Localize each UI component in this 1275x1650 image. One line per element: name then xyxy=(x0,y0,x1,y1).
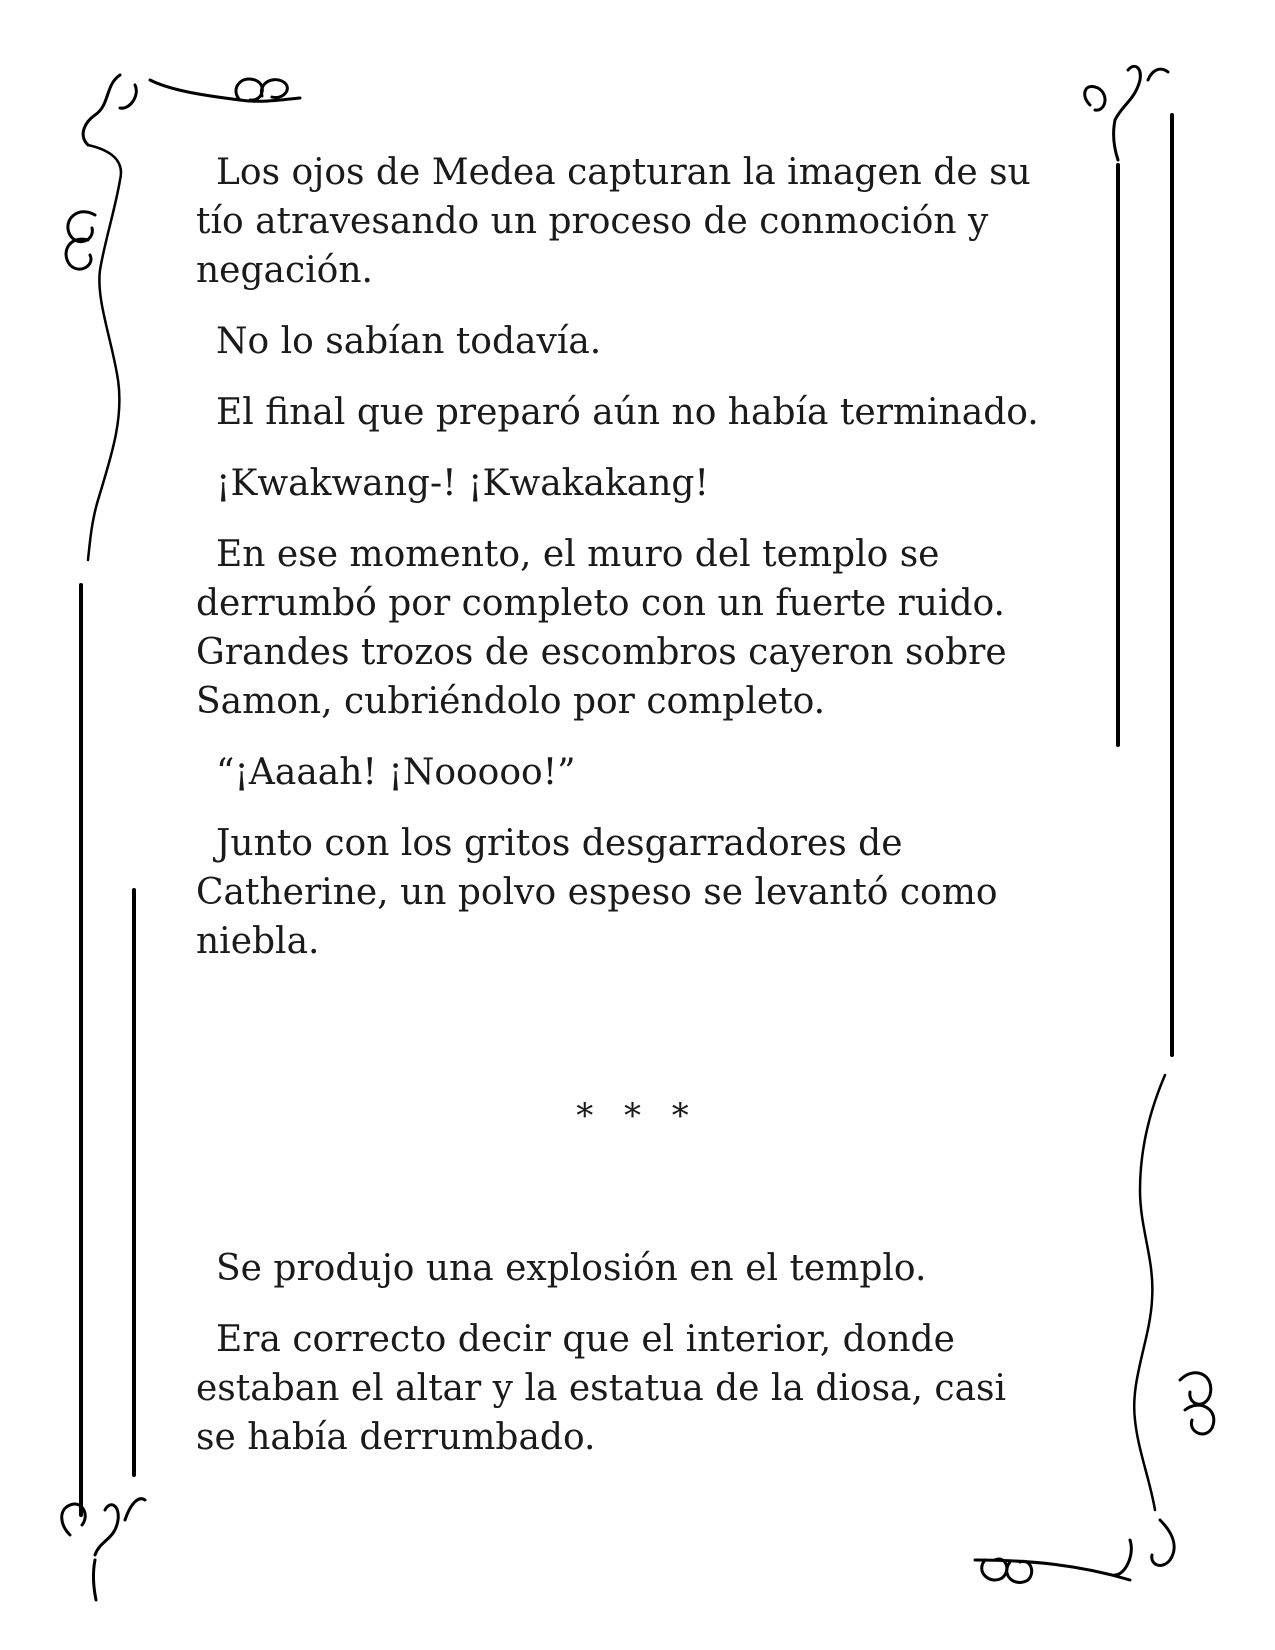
text-line: Junto con los gritos desgarradores de xyxy=(216,823,903,864)
text-line: No lo sabían todavía. xyxy=(216,321,602,362)
text-line: Grandes trozos de escombros cayeron sobre xyxy=(196,632,1007,673)
bottom-left-flourish-icon xyxy=(62,1499,145,1600)
text-line: Los ojos de Medea capturan la imagen de su xyxy=(216,152,1031,193)
text-line: derrumbó por completo con un fuerte ruido. xyxy=(196,583,1005,624)
main-text-section-2 xyxy=(176,1244,1076,1484)
text-line: ¡Kwakwang-! ¡Kwakakang! xyxy=(216,463,709,504)
paragraph xyxy=(176,748,1076,797)
paragraph xyxy=(176,459,1076,508)
text-line: Se produjo una explosión en el templo. xyxy=(216,1248,927,1289)
text-line: estaban el altar y la estatua de la diosa, casi xyxy=(196,1368,1007,1409)
paragraph xyxy=(176,317,1076,366)
text-line: Samon, cubriéndolo por completo. xyxy=(196,681,826,722)
paragraph xyxy=(176,530,1076,726)
text-line: En ese momento, el muro del templo se xyxy=(216,534,940,575)
paragraph xyxy=(176,388,1076,437)
text-line: El final que preparó aún no había terminado. xyxy=(216,392,1039,433)
text-line: tío atravesando un proceso de conmoción y xyxy=(196,201,989,242)
text-line: niebla. xyxy=(196,921,320,962)
paragraph xyxy=(176,148,1076,295)
section-separator: * * * xyxy=(576,1096,699,1136)
top-right-flourish-icon xyxy=(1085,66,1168,160)
text-line: negación. xyxy=(196,250,373,291)
text-line: se había derrumbado. xyxy=(196,1417,596,1458)
text-line: “¡Aaaah! ¡Nooooo!” xyxy=(216,752,576,793)
text-line: Era correcto decir que el interior, donde xyxy=(216,1319,955,1360)
main-text-section-1 xyxy=(176,148,1076,988)
text-line: Catherine, un polvo espeso se levantó como xyxy=(196,872,998,913)
paragraph xyxy=(176,819,1076,966)
paragraph xyxy=(176,1315,1076,1462)
paragraph xyxy=(176,1244,1076,1293)
